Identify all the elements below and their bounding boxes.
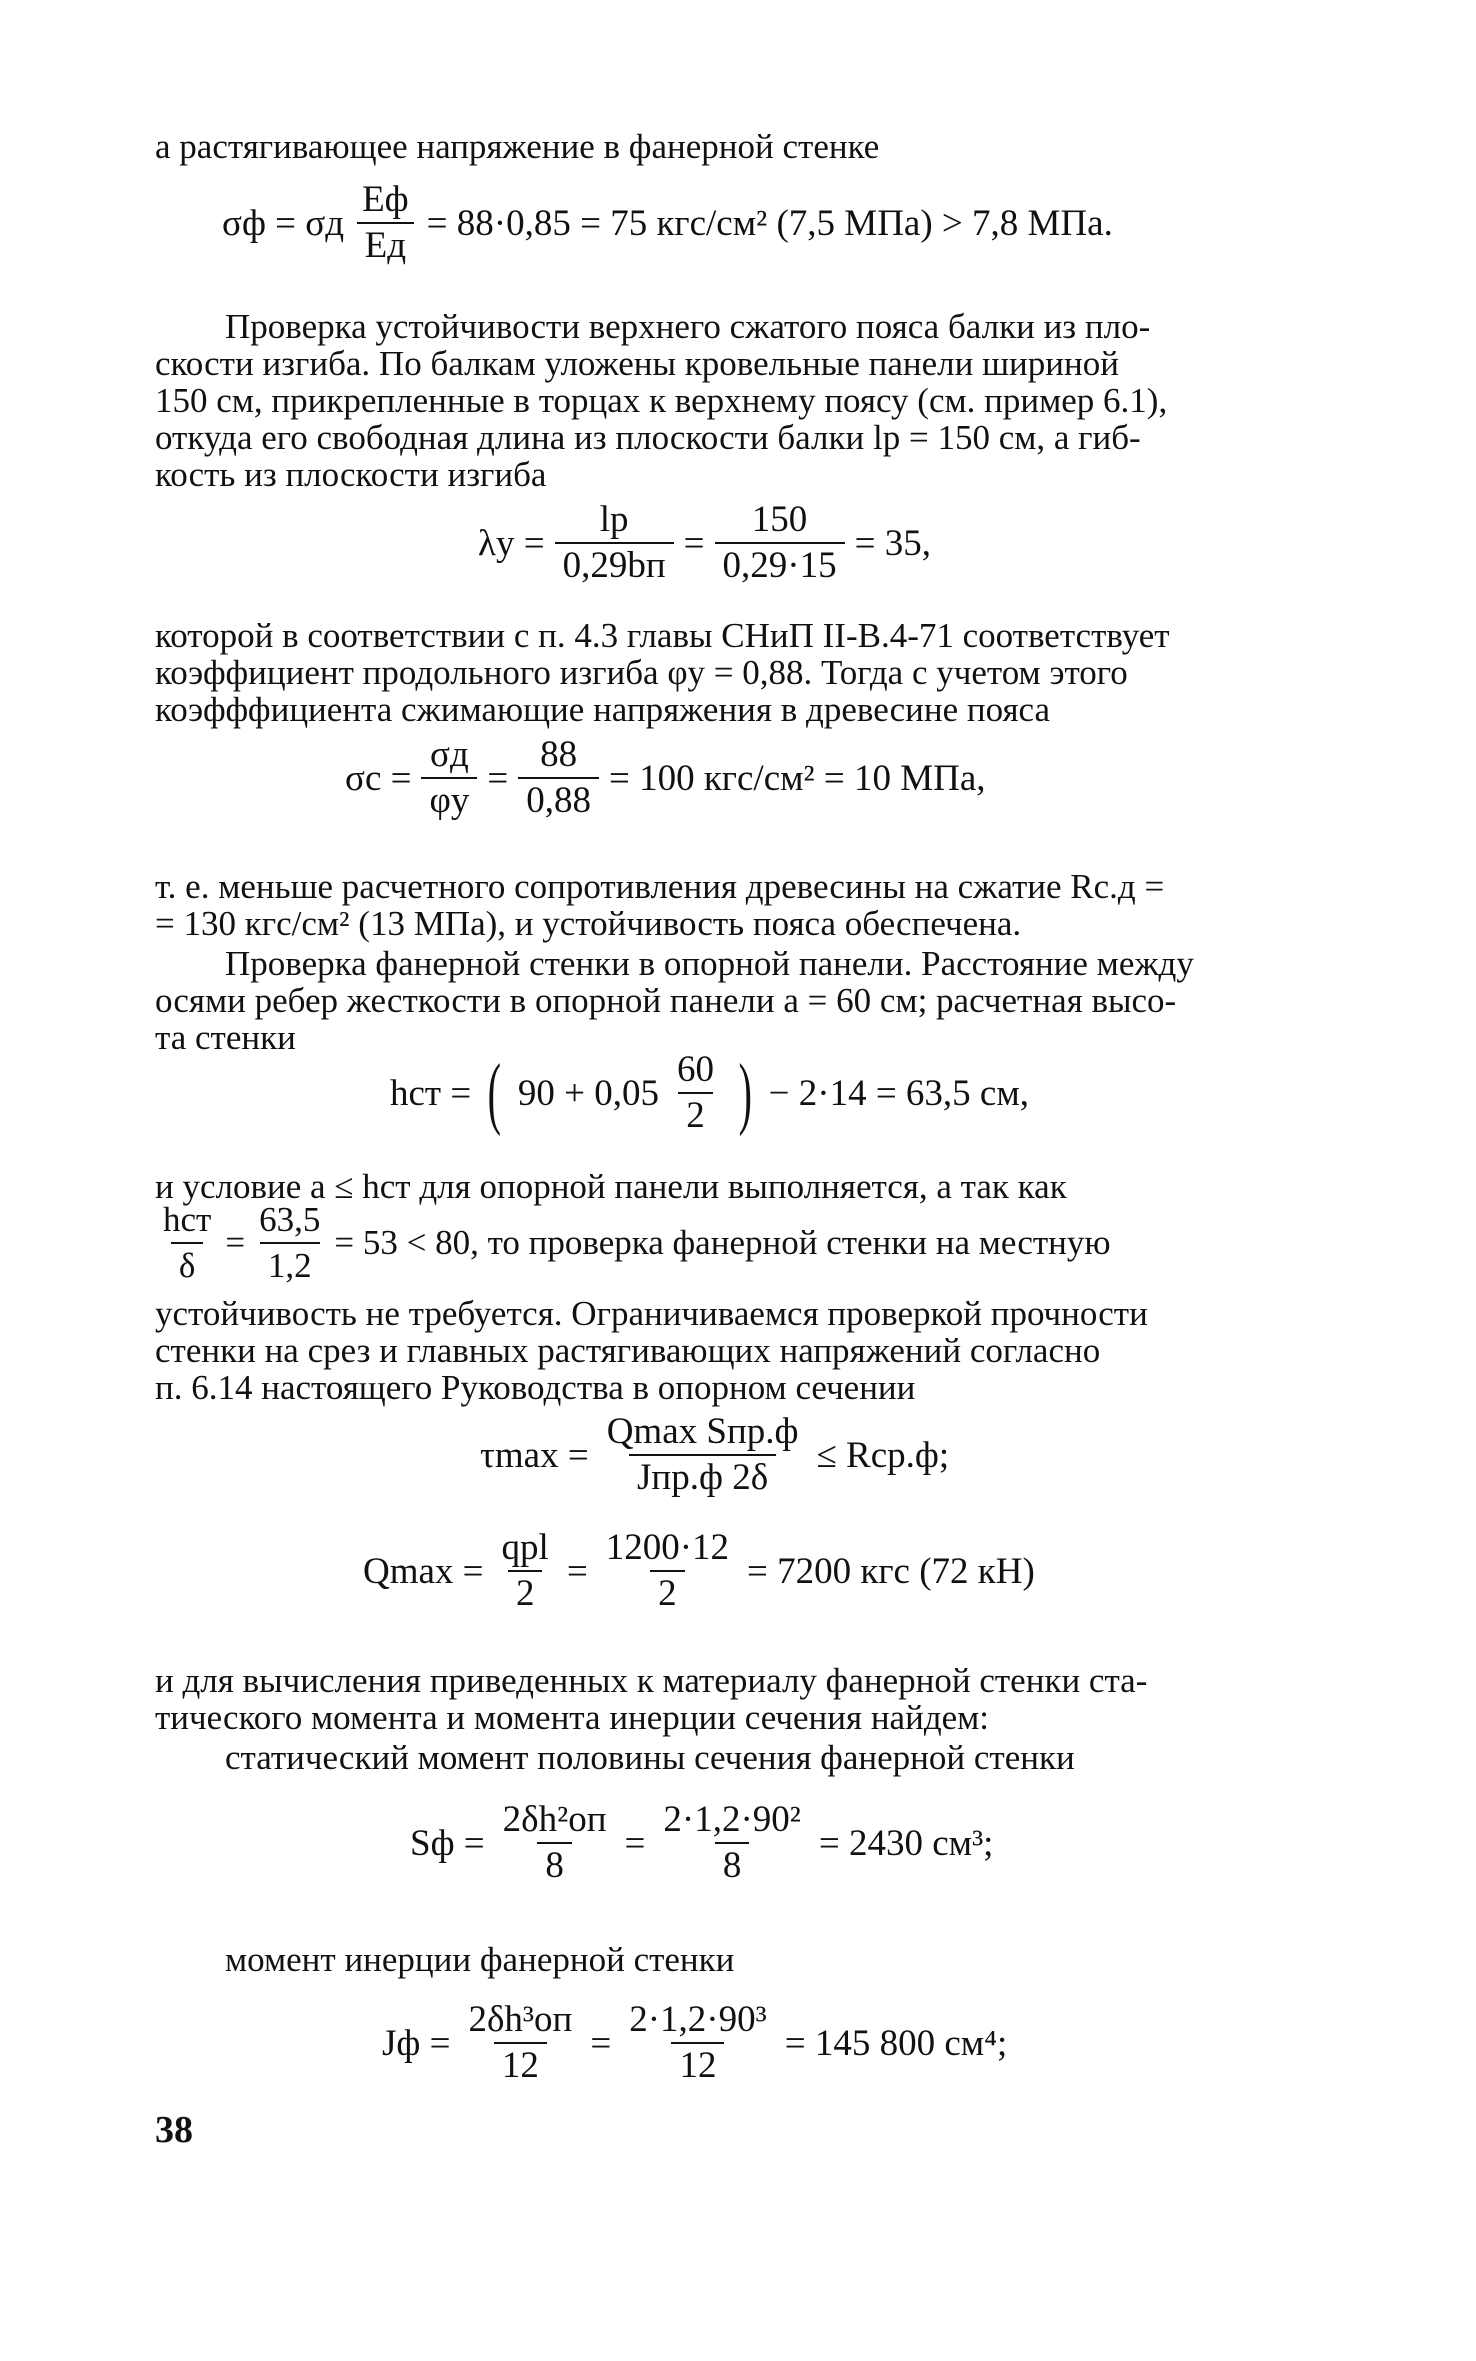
fraction-numerator: 60	[676, 1049, 714, 1090]
text-line: устойчивость не требуется. Ограничиваемся проверкой прочности	[155, 1294, 1148, 1333]
text-line: т. е. меньше расчетного сопротивления древесины на сжатие Rс.д =	[155, 867, 1165, 906]
fraction-denominator: 1,2	[260, 1242, 320, 1286]
paragraph-plywood-check	[155, 945, 1355, 1056]
text-line: стенки на срез и главных растягивающих напряжений согласно	[155, 1331, 1101, 1370]
eq-lhs: hст =	[390, 1072, 472, 1114]
inertia-heading: момент инерции фанерной стенки	[225, 1940, 735, 1979]
fraction-numerator: 88	[540, 734, 578, 775]
equation-S	[410, 1800, 993, 1886]
eq-rhs: = 7200 кгс (72 кН)	[747, 1550, 1035, 1592]
fraction-numerator: 2δh²оп	[502, 1799, 607, 1840]
fraction	[461, 2000, 581, 2086]
paragraph-static-moment	[155, 1662, 1355, 1736]
fraction-denominator: 0,88	[518, 777, 599, 821]
text-line: тического момента и момента инерции сечения найдем:	[155, 1698, 990, 1737]
fraction-numerator: 1200·12	[605, 1527, 730, 1568]
fraction-denominator: δ	[171, 1242, 204, 1286]
text-line: откуда его свободная длина из плоскости балки lр = 150 см, а гиб-	[155, 418, 1141, 457]
eq-inner: 90 + 0,05	[517, 1072, 659, 1114]
eq-lhs: σс =	[345, 757, 412, 799]
fraction-numerator: 2·1,2·90²	[663, 1799, 801, 1840]
eq-sign: =	[225, 1223, 246, 1262]
text-line: коэффициент продольного изгиба φy = 0,88. Тогда с учетом этого	[155, 653, 1128, 692]
fraction	[251, 1200, 328, 1286]
eq-rhs: = 88·0,85 = 75 кгс/см² (7,5 МПа) > 7,8 МПа.	[426, 202, 1113, 244]
fraction-denominator: 8	[715, 1842, 750, 1886]
fraction	[669, 1050, 722, 1136]
eq-rhs: − 2·14 = 63,5 см,	[768, 1072, 1030, 1114]
eq-lhs: σф = σд	[222, 202, 345, 244]
fraction	[599, 1412, 807, 1498]
fraction-denominator: 2	[650, 1570, 685, 1614]
text-line: которой в соответствии с п. 4.3 главы СНиП II-В.4-71 соответствует	[155, 616, 1170, 655]
eq-lhs: Jф =	[382, 2022, 451, 2064]
equation-lambda	[478, 500, 931, 586]
eq-sign: =	[590, 2022, 612, 2064]
text-line: 150 см, прикрепленные в торцах к верхнему поясу (см. пример 6.1),	[155, 381, 1168, 420]
fraction	[655, 1800, 809, 1886]
fraction	[621, 2000, 775, 2086]
text-line: Проверка устойчивости верхнего сжатого пояса балки из пло-	[225, 307, 1151, 346]
fraction-denominator: 8	[537, 1842, 572, 1886]
fraction	[518, 735, 599, 821]
text-line: кость из плоскости изгиба	[155, 455, 547, 494]
fraction-numerator: 150	[751, 499, 808, 540]
fraction-numerator: hст	[163, 1200, 212, 1239]
inline-condition-fraction	[155, 1200, 1111, 1286]
fraction-denominator: φy	[421, 777, 477, 821]
paragraph-less-than	[155, 868, 1355, 942]
eq-sign: =	[487, 757, 509, 799]
fraction-denominator: 2	[508, 1570, 543, 1614]
text-line: = 53 < 80, то проверка фанерной стенки на местную	[334, 1223, 1111, 1262]
paragraph-condition-rest	[155, 1295, 1355, 1406]
text-line: осями ребер жесткости в опорной панели a = 60 см; расчетная высо-	[155, 981, 1177, 1020]
eq-lhs: Sф =	[410, 1822, 485, 1864]
fraction-numerator: Eф	[362, 179, 409, 220]
text-line: = 130 кгс/см² (13 МПа), и устойчивость пояса обеспечена.	[155, 904, 1022, 943]
eq-sign: =	[624, 1822, 646, 1864]
fraction-denominator: 12	[671, 2042, 724, 2086]
text-line: Проверка фанерной стенки в опорной панели. Расстояние между	[225, 944, 1194, 983]
text-line: и условие a ≤ hст для опорной панели выполняется, а так как	[155, 1167, 1067, 1206]
fraction-denominator: Jпр.ф 2δ	[629, 1454, 776, 1498]
text-line: п. 6.14 настоящего Руководства в опорном сечении	[155, 1368, 916, 1407]
fraction	[155, 1200, 219, 1286]
fraction-numerator: qрl	[501, 1527, 549, 1568]
text-line: скости изгиба. По балкам уложены кровельные панели шириной	[155, 344, 1119, 383]
eq-rhs: = 100 кгс/см² = 10 МПа,	[608, 757, 986, 799]
fraction-numerator: σд	[430, 734, 469, 775]
eq-rhs: = 145 800 см⁴;	[784, 2022, 1008, 2064]
text-line: та стенки	[155, 1018, 296, 1057]
equation-sigma-c	[345, 735, 986, 821]
fraction-denominator: 0,29·15	[715, 542, 845, 586]
fraction-numerator: 2·1,2·90³	[629, 1999, 767, 2040]
fraction	[715, 500, 845, 586]
fraction	[598, 1528, 737, 1614]
right-paren-icon: )	[738, 1049, 752, 1137]
eq-lhs: λy =	[478, 522, 545, 564]
static-moment-heading: статический момент половины сечения фанерной стенки	[225, 1738, 1075, 1777]
equation-h	[390, 1050, 1029, 1136]
paragraph-coefficient	[155, 617, 1355, 728]
fraction-denominator: 0,29bп	[555, 542, 674, 586]
fraction	[495, 1800, 615, 1886]
text-line: и для вычисления приведенных к материалу фанерной стенки ста-	[155, 1661, 1148, 1700]
eq-lhs: Qmax =	[363, 1550, 484, 1592]
paragraph-stability-check	[155, 308, 1355, 493]
eq-lhs: τmax =	[480, 1434, 589, 1476]
text-line: коэфффициента сжимающие напряжения в древесине пояса	[155, 690, 1051, 729]
fraction-denominator: Eд	[357, 222, 414, 266]
equation-tau	[480, 1412, 949, 1498]
fraction-numerator: lр	[599, 499, 629, 540]
eq-sign: =	[683, 522, 705, 564]
page-number: 38	[155, 2109, 193, 2151]
fraction	[555, 500, 674, 586]
eq-rhs: = 2430 см³;	[818, 1822, 994, 1864]
intro-text: а растягивающее напряжение в фанерной стенке	[155, 127, 880, 166]
equation-Q	[363, 1528, 1035, 1614]
fraction-numerator: Qmax Sпр.ф	[606, 1411, 799, 1452]
eq-rhs: ≤ Rср.ф;	[816, 1434, 950, 1476]
fraction-denominator: 12	[494, 2042, 547, 2086]
equation-sigma-phi	[222, 180, 1113, 266]
left-paren-icon: (	[487, 1049, 502, 1137]
equation-J	[382, 2000, 1007, 2086]
fraction	[421, 735, 477, 821]
fraction-numerator: 63,5	[259, 1200, 321, 1239]
fraction	[354, 180, 417, 266]
eq-sign: =	[566, 1550, 588, 1592]
fraction-numerator: 2δh³оп	[468, 1999, 573, 2040]
fraction-denominator: 2	[678, 1092, 713, 1136]
fraction	[494, 1528, 557, 1614]
eq-rhs: = 35,	[854, 522, 931, 564]
